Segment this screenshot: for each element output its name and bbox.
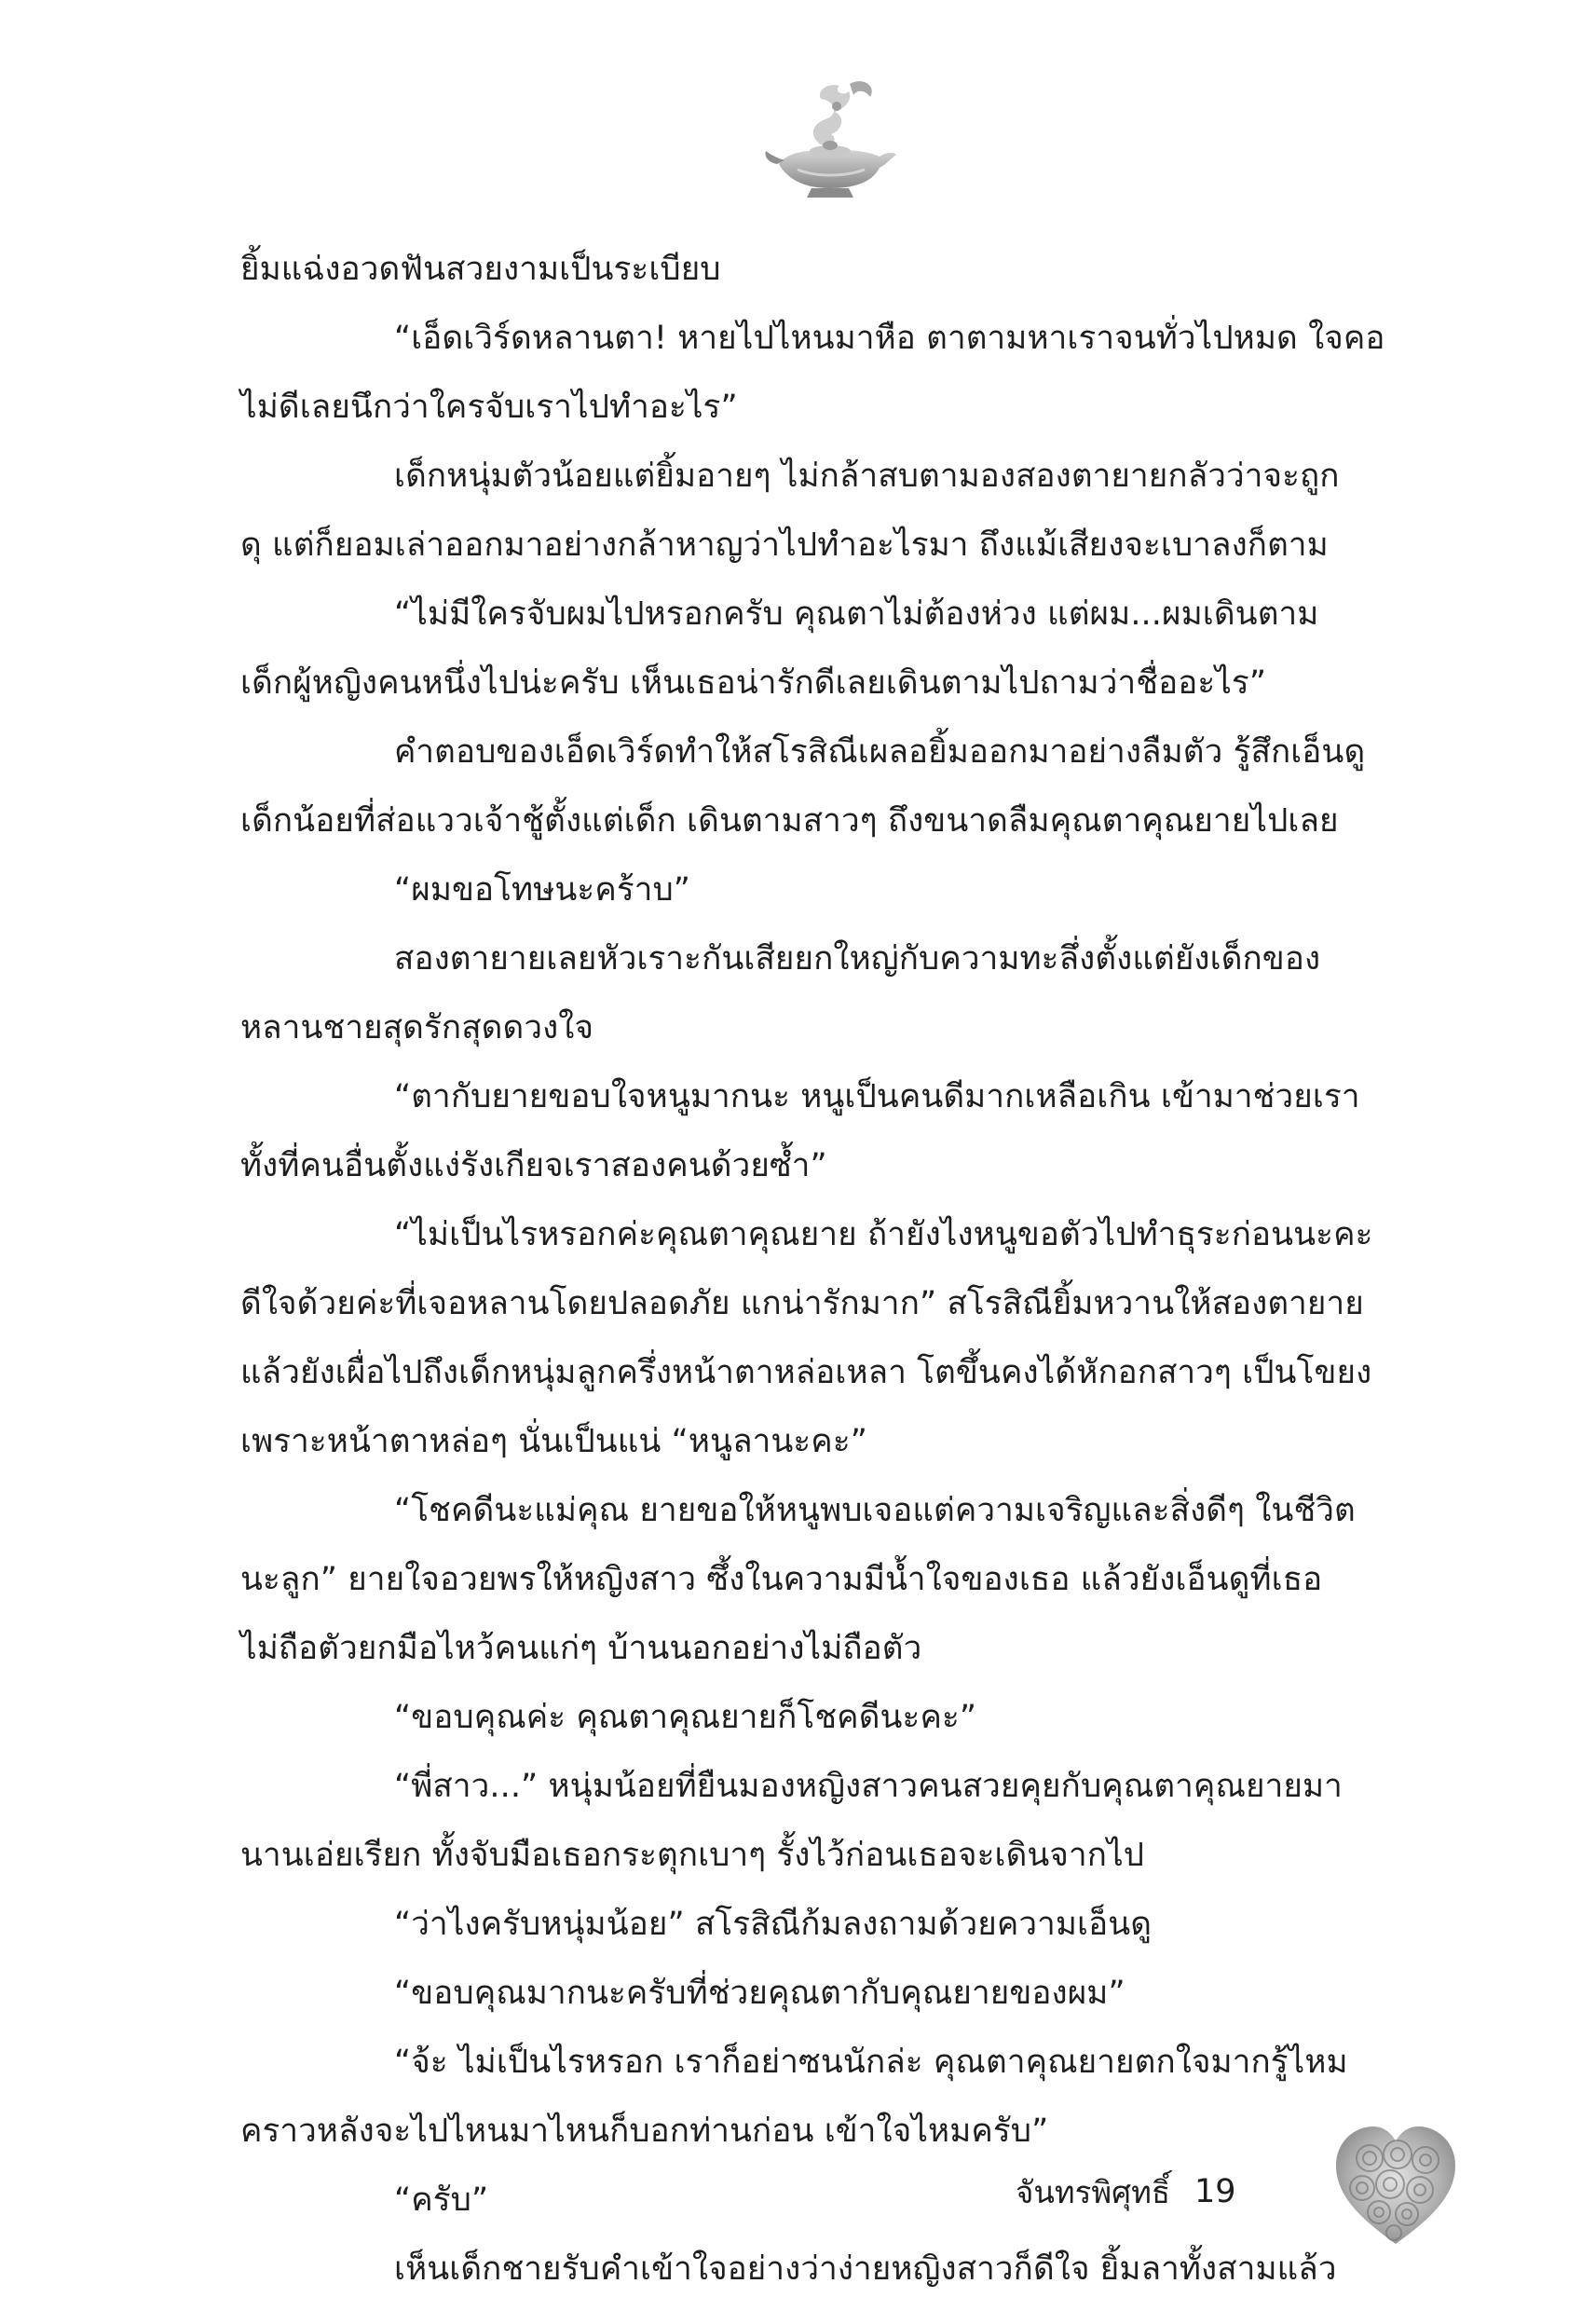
text-line: “เอ็ดเวิร์ดหลานตา! หายไปไหนมาหือ ตาตามหาเราจนทั่วไปหมด ใจคอ bbox=[394, 320, 1385, 357]
text-line: “ว่าไงครับหนุ่มน้อย” สโรสิณีก้มลงถามด้วยความเอ็นดู bbox=[394, 1906, 1153, 1943]
text-line: “ตากับยายขอบใจหนูมากนะ หนูเป็นคนดีมากเหลือเกิน เข้ามาช่วยเรา bbox=[394, 1078, 1360, 1115]
text-line: ดุ แต่ก็ยอมเล่าออกมาอย่างกล้าหาญว่าไปทำอะไรมา ถึงแม้เสียงจะเบาลงก็ตาม bbox=[240, 526, 1329, 564]
genie-lamp-icon bbox=[760, 73, 900, 212]
page-number: 19 bbox=[1194, 2173, 1236, 2210]
page-footer bbox=[1016, 2164, 1236, 2220]
text-line: เด็กหนุ่มตัวน้อยแต่ยิ้มอายๆ ไม่กล้าสบตามองสองตายายกลัวว่าจะถูก bbox=[394, 458, 1340, 495]
book-title: จันทรพิศุทธิ์ bbox=[1016, 2173, 1170, 2210]
text-line: “พี่สาว...” หนุ่มน้อยที่ยืนมองหญิงสาวคนสวยคุยกับคุณตาคุณยายมา bbox=[394, 1768, 1343, 1805]
text-line: หลานชายสุดรักสุดดวงใจ bbox=[240, 1009, 594, 1046]
text-line: ยิ้มแฉ่งอวดฟันสวยงามเป็นระเบียบ bbox=[240, 251, 721, 288]
text-line: ทั้งที่คนอื่นตั้งแง่รังเกียจเราสองคนด้วยซ้ำ” bbox=[240, 1147, 827, 1184]
text-line: เด็กน้อยที่ส่อแววเจ้าชู้ตั้งแต่เด็ก เดินตามสาวๆ ถึงขนาดลืมคุณตาคุณยายไปเลย bbox=[240, 802, 1339, 840]
text-line: “ขอบคุณค่ะ คุณตาคุณยายก็โชคดีนะคะ” bbox=[394, 1699, 977, 1736]
text-line: เพราะหน้าตาหล่อๆ นั่นเป็นแน่ “หนูลานะคะ” bbox=[240, 1423, 867, 1460]
text-line: ไม่ถือตัวยกมือไหว้คนแก่ๆ บ้านนอกอย่างไม่ถือตัว bbox=[240, 1630, 922, 1667]
text-line: สองตายายเลยหัวเราะกันเสียยกใหญ่กับความทะลึ่งตั้งแต่ยังเด็กของ bbox=[394, 940, 1321, 978]
text-line: “จ้ะ ไม่เป็นไรหรอก เราก็อย่าซนนักล่ะ คุณตาคุณยายตกใจมากรู้ไหม bbox=[394, 2044, 1348, 2081]
text-line: นานเอ่ยเรียก ทั้งจับมือเธอกระตุกเบาๆ รั้งไว้ก่อนเธอจะเดินจากไป bbox=[240, 1837, 1145, 1874]
text-line: แล้วยังเผื่อไปถึงเด็กหนุ่มลูกครึ่งหน้าตาหล่อเหลา โตขึ้นคงได้หักอกสาวๆ เป็นโขยง bbox=[240, 1354, 1372, 1391]
text-line: คราวหลังจะไปไหนมาไหนก็บอกท่านก่อน เข้าใจไหมครับ” bbox=[240, 2113, 1049, 2150]
text-line: “ครับ” bbox=[394, 2181, 489, 2219]
text-line: เด็กผู้หญิงคนหนึ่งไปน่ะครับ เห็นเธอน่ารักดีเลยเดินตามไปถามว่าชื่ออะไร” bbox=[240, 664, 1267, 702]
text-line: นะลูก” ยายใจอวยพรให้หญิงสาว ซึ้งในความมีน้ำใจของเธอ แล้วยังเอ็นดูที่เธอ bbox=[240, 1561, 1323, 1598]
text-line: “ไม่เป็นไรหรอกค่ะคุณตาคุณยาย ถ้ายังไงหนูขอตัวไปทำธุระก่อนนะคะ bbox=[394, 1216, 1373, 1253]
text-line: “ไม่มีใครจับผมไปหรอกครับ คุณตาไม่ต้องห่วง แต่ผม...ผมเดินตาม bbox=[394, 595, 1319, 633]
text-line: คำตอบของเอ็ดเวิร์ดทำให้สโรสิณีเผลอยิ้มออกมาอย่างลืมตัว รู้สึกเอ็นดู bbox=[394, 733, 1366, 771]
rose-heart-icon bbox=[1330, 2113, 1461, 2253]
text-line: “โชคดีนะแม่คุณ ยายขอให้หนูพบเจอแต่ความเจริญและสิ่งดีๆ ในชีวิต bbox=[394, 1492, 1356, 1529]
text-line: “ผมขอโทษนะคร้าบ” bbox=[394, 871, 691, 909]
text-line: เห็นเด็กชายรับคำเข้าใจอย่างว่าง่ายหญิงสาวก็ดีใจ ยิ้มลาทั้งสามแล้ว bbox=[394, 2250, 1337, 2288]
text-line: “ขอบคุณมากนะครับที่ช่วยคุณตากับคุณยายของผม” bbox=[394, 1975, 1125, 2012]
story-text bbox=[240, 235, 1414, 2304]
text-line: ดีใจด้วยค่ะที่เจอหลานโดยปลอดภัย แกน่ารักมาก” สโรสิณียิ้มหวานให้สองตายาย bbox=[240, 1285, 1364, 1322]
text-line: ไม่ดีเลยนึกว่าใครจับเราไปทำอะไร” bbox=[240, 389, 738, 426]
